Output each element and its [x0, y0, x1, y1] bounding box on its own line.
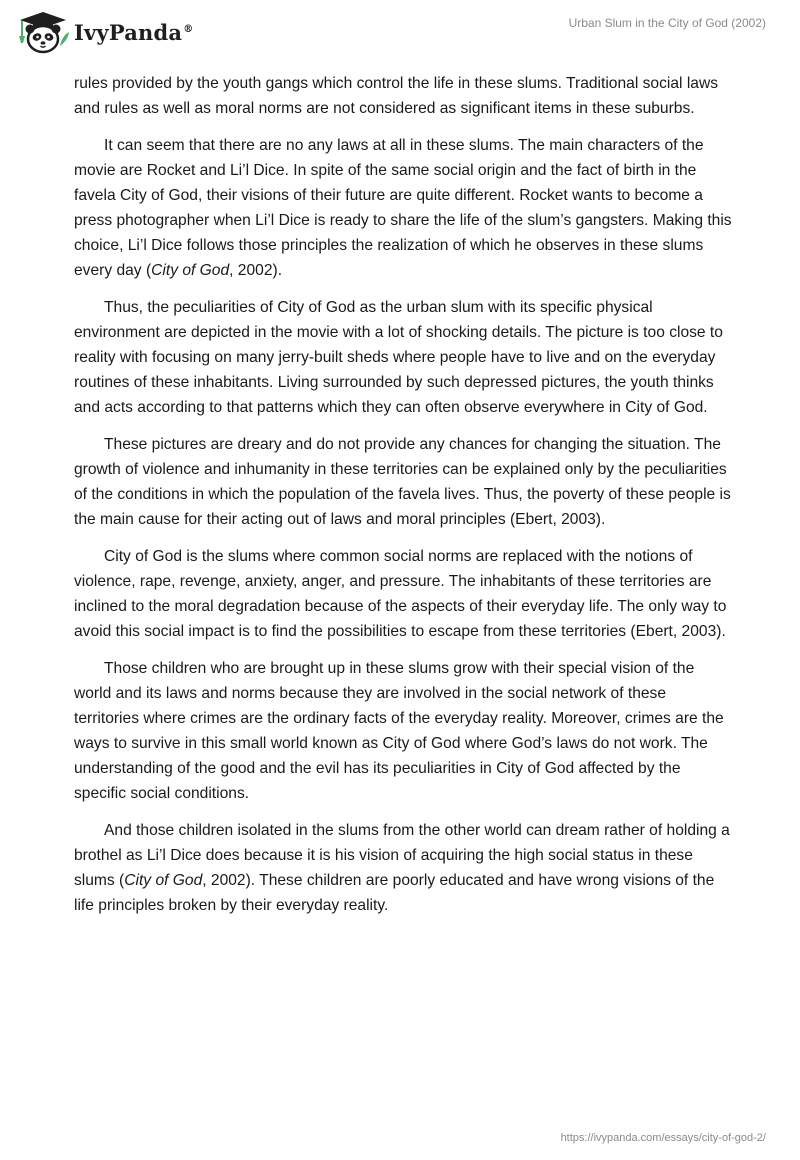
site-logo[interactable] [14, 10, 193, 54]
document-title: Urban Slum in the City of God (2002) [568, 16, 766, 30]
source-url[interactable]: https://ivypanda.com/essays/city-of-god-2/ [560, 1132, 766, 1144]
citation-title: City of God [124, 872, 203, 889]
paragraph-text: , 2002). These children are poorly educated and have wrong visions of the life principles broken by their everyday reality. [74, 872, 715, 914]
essay-paragraph [74, 71, 734, 121]
paragraph-text: , 2002). [229, 262, 283, 279]
paragraph-text: Those children who are brought up in these slums grow with their special vision of the world and its laws and norms because they are involved in the social network of these territories where crimes are the ordinary facts of the everyday reality. Moreover, crimes are the ways to survive in this small world known as City of God where God’s laws do not work. The understanding of the good and the evil has its peculiarities in City of God affected by the specific social conditions. [74, 660, 724, 802]
panda-graduate-icon [14, 10, 72, 54]
paragraph-text: It can seem that there are no any laws at all in these slums. The main characters of the movie are Rocket and Li’l Dice. In spite of the same social origin and the fact of birth in the favela City of God, their visions of their future are quite different. Rocket wants to become a press photographer when Li’l Dice is ready to share the life of the slum’s gangsters. Making this choice, Li’l Dice follows those principles the realization of which he observes in these slums every day ( [74, 137, 732, 279]
paragraph-text: Thus, the peculiarities of City of God as the urban slum with its specific physical environment are depicted in the movie with a lot of shocking details. The picture is too close to reality with focusing on many jerry-built sheds where people have to live and on the everyday routines of these inhabitants. Living surrounded by such depressed pictures, the youth thinks and acts according to that patterns which they can often observe everywhere in City of God. [74, 299, 723, 416]
essay-paragraph [74, 133, 734, 283]
essay-paragraph [74, 656, 734, 806]
citation-title: City of God [151, 262, 230, 279]
paragraph-text: These pictures are dreary and do not provide any chances for changing the situation. The growth of violence and inhumanity in these territories can be explained only by the peculiarities of the conditions in which the population of the favela lives. Thus, the poverty of these people is the main cause for their acting out of laws and moral principles (Ebert, 2003). [74, 436, 731, 528]
paragraph-text: rules provided by the youth gangs which control the life in these slums. Traditional social laws and rules as well as moral norms are not considered as significant items in these suburbs. [74, 75, 719, 117]
paragraph-text: And those children isolated in the slums from the other world can dream rather of holding a brothel as Li’l Dice does because it is his vision of acquiring the high social status in these slums ( [74, 822, 730, 889]
page-header [0, 0, 800, 70]
essay-body [74, 71, 734, 930]
essay-paragraph [74, 295, 734, 420]
logo-wordmark: IvyPanda® [74, 19, 194, 45]
paragraph-text: City of God is the slums where common social norms are replaced with the notions of violence, rape, revenge, anxiety, anger, and pressure. The inhabitants of these territories are inclined to the moral degradation because of the aspects of their everyday life. The only way to avoid this social impact is to find the possibilities to escape from these territories (Ebert, 2003). [74, 548, 727, 640]
essay-paragraph [74, 818, 734, 918]
essay-paragraph [74, 544, 734, 644]
essay-paragraph [74, 432, 734, 532]
